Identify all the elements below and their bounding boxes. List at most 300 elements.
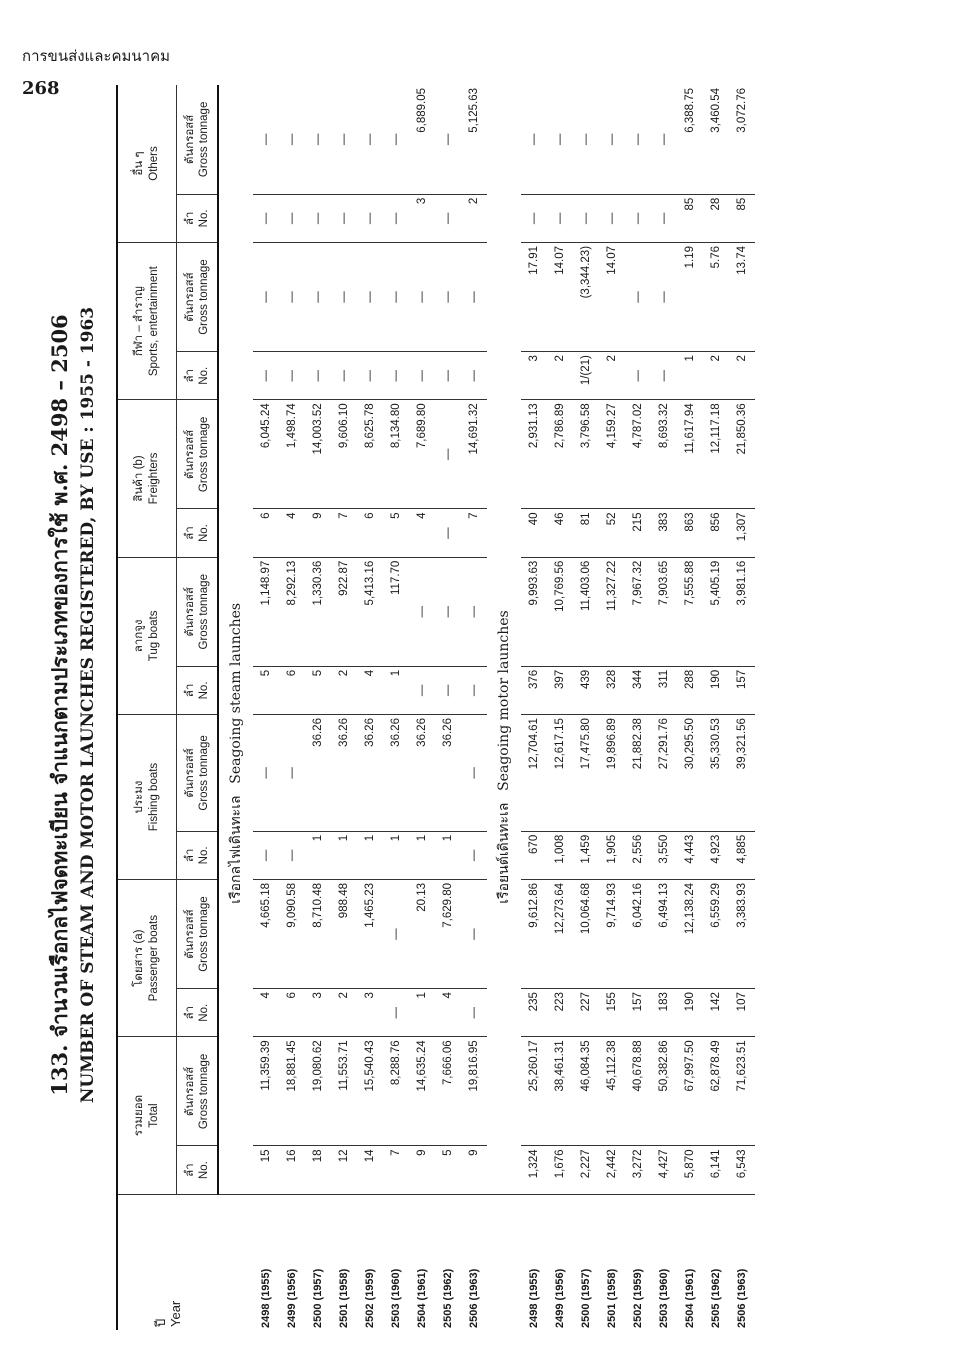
tonnage-cell: —	[461, 557, 487, 666]
tonnage-cell: 6,889.05	[409, 85, 435, 194]
subheader-gross-tonnage: ตันกรอสส์ Gross tonnage	[177, 1037, 219, 1146]
statistics-table	[116, 85, 755, 1330]
year-cell: 2499 (1956)	[554, 1268, 566, 1328]
group-header-freighters: สินค้า (b) Freighters	[117, 400, 177, 557]
count-cell: —	[409, 666, 435, 714]
subheader-no: ลำ No.	[177, 1146, 219, 1194]
group-header-total: รวมยอด Total	[117, 1037, 177, 1194]
tonnage-cell: 11,617.94	[677, 400, 703, 509]
count-cell: 227	[573, 989, 599, 1037]
count-cell: 157	[729, 666, 755, 714]
count-cell: 7	[331, 509, 357, 557]
count-cell: 3	[409, 194, 435, 242]
group-header-tug: ลากจูง Tug boats	[117, 557, 177, 714]
count-cell: 2	[547, 352, 573, 400]
tonnage-cell: 2,786.89	[547, 400, 573, 509]
tonnage-cell: —	[279, 242, 305, 351]
count-cell: —	[279, 194, 305, 242]
tonnage-cell: —	[305, 85, 331, 194]
table-row	[573, 85, 599, 1330]
count-cell: 5	[435, 1146, 461, 1194]
count-cell: —	[547, 194, 573, 242]
tonnage-cell: —	[651, 242, 677, 351]
count-cell: 3	[357, 989, 383, 1037]
count-cell: 14	[357, 1146, 383, 1194]
count-cell: —	[599, 194, 625, 242]
tonnage-cell: 11,327.22	[599, 557, 625, 666]
tonnage-cell: 117.70	[383, 557, 409, 666]
year-cell: 2503 (1960)	[390, 1268, 402, 1328]
tonnage-cell: 3,072.76	[729, 85, 755, 194]
year-header	[117, 1194, 218, 1330]
tonnage-cell: 17,475.80	[573, 715, 599, 832]
tonnage-cell: —	[279, 85, 305, 194]
tonnage-cell: —	[409, 557, 435, 666]
tonnage-cell: —	[461, 715, 487, 832]
tonnage-cell: 11,403.06	[573, 557, 599, 666]
tonnage-cell: 12,273.64	[547, 880, 573, 989]
count-cell: 46	[547, 509, 573, 557]
tonnage-cell: 9,606.10	[331, 400, 357, 509]
count-cell: 1	[331, 831, 357, 879]
tonnage-cell: 6,045.24	[253, 400, 279, 509]
count-cell: —	[305, 352, 331, 400]
count-cell: 4,427	[651, 1146, 677, 1194]
count-cell: 6,141	[703, 1146, 729, 1194]
count-cell: —	[435, 194, 461, 242]
tonnage-cell: 12,617.15	[547, 715, 573, 832]
count-cell: —	[383, 352, 409, 400]
count-cell: —	[383, 989, 409, 1037]
rotated-table-page	[40, 85, 940, 1330]
table-row	[331, 85, 357, 1330]
count-cell: —	[461, 989, 487, 1037]
count-cell: 383	[651, 509, 677, 557]
tonnage-cell: —	[253, 242, 279, 351]
tonnage-cell: —	[253, 85, 279, 194]
tonnage-cell: 3,796.58	[573, 400, 599, 509]
tonnage-cell: 9,090.58	[279, 880, 305, 989]
tonnage-cell: 14.07	[599, 242, 625, 351]
count-cell: —	[435, 666, 461, 714]
count-cell: 2	[599, 352, 625, 400]
tonnage-cell: 14,635.24	[409, 1037, 435, 1146]
count-cell: 2	[331, 666, 357, 714]
count-cell: 6	[279, 989, 305, 1037]
year-cell: 2499 (1956)	[286, 1268, 298, 1328]
year-cell: 2506 (1963)	[468, 1268, 480, 1328]
subheader-gross-tonnage: ตันกรอสส์ Gross tonnage	[177, 85, 219, 194]
tonnage-cell: 4,159.27	[599, 400, 625, 509]
tonnage-cell: 30,295.50	[677, 715, 703, 832]
tonnage-cell: 8,710.48	[305, 880, 331, 989]
count-cell: 1	[357, 831, 383, 879]
count-cell: 1	[677, 352, 703, 400]
year-cell: 2500 (1957)	[312, 1268, 324, 1328]
table-row	[729, 85, 755, 1330]
table-row	[547, 85, 573, 1330]
count-cell: 5	[305, 666, 331, 714]
tonnage-cell: 5,405.19	[703, 557, 729, 666]
count-cell: 1,905	[599, 831, 625, 879]
table-row	[357, 85, 383, 1330]
table-title-thai: 133. จำนวนเรือกลไฟจดทะเบียน จำแนกตามประเภทของการใช้ พ.ศ. 2498 – 2506	[47, 314, 72, 1096]
tonnage-cell: 14,003.52	[305, 400, 331, 509]
tonnage-cell: —	[279, 715, 305, 832]
tonnage-cell: 50,382.86	[651, 1037, 677, 1146]
tonnage-cell: 6,494.13	[651, 880, 677, 989]
count-cell: 85	[677, 194, 703, 242]
sub-header-row	[177, 85, 219, 1330]
section-label	[493, 610, 515, 903]
tonnage-cell: 7,555.88	[677, 557, 703, 666]
tonnage-cell: —	[625, 242, 651, 351]
count-cell: 5,870	[677, 1146, 703, 1194]
tonnage-cell: 27,291.76	[651, 715, 677, 832]
year-cell: 2505 (1962)	[442, 1268, 454, 1328]
count-cell: 1	[383, 666, 409, 714]
tonnage-cell: —	[625, 85, 651, 194]
count-cell: 142	[703, 989, 729, 1037]
count-cell: —	[651, 194, 677, 242]
subheader-gross-tonnage: ตันกรอสส์ Gross tonnage	[177, 880, 219, 989]
count-cell: 2,227	[573, 1146, 599, 1194]
tonnage-cell: 20.13	[409, 880, 435, 989]
count-cell: —	[435, 352, 461, 400]
tonnage-cell: —	[253, 715, 279, 832]
count-cell: 4	[435, 989, 461, 1037]
tonnage-cell: 4,787.02	[625, 400, 651, 509]
year-cell: 2498 (1955)	[528, 1268, 540, 1328]
tonnage-cell: 922.87	[331, 557, 357, 666]
tonnage-cell: 9,714.93	[599, 880, 625, 989]
count-cell: —	[305, 194, 331, 242]
count-cell: 6	[253, 509, 279, 557]
group-header-sports: กีฬา – สำราญ Sports, entertainment	[117, 242, 177, 399]
count-cell: 397	[547, 666, 573, 714]
count-cell: 5	[383, 509, 409, 557]
count-cell: —	[357, 194, 383, 242]
tonnage-cell: 12,138.24	[677, 880, 703, 989]
group-header-row	[117, 85, 177, 1330]
tonnage-cell: —	[461, 880, 487, 989]
section-label-thai: เรือกลไฟเดินทะเล	[228, 795, 244, 904]
tonnage-cell: 5.76	[703, 242, 729, 351]
subheader-no: ลำ No.	[177, 989, 219, 1037]
table-row	[435, 85, 461, 1330]
count-cell: 9	[305, 509, 331, 557]
tonnage-cell: 6,042.16	[625, 880, 651, 989]
count-cell: —	[461, 666, 487, 714]
group-header-fishing: ประมง Fishing boats	[117, 715, 177, 880]
count-cell: 1	[435, 831, 461, 879]
count-cell: —	[253, 831, 279, 879]
tonnage-cell: 19,896.89	[599, 715, 625, 832]
table-row	[677, 85, 703, 1330]
subheader-no: ลำ No.	[177, 831, 219, 879]
count-cell: 1,008	[547, 831, 573, 879]
count-cell: 3,550	[651, 831, 677, 879]
count-cell: 5	[253, 666, 279, 714]
count-cell: 9	[409, 1146, 435, 1194]
tonnage-cell: 71,623.51	[729, 1037, 755, 1146]
year-cell: 2502 (1959)	[364, 1268, 376, 1328]
count-cell: —	[409, 352, 435, 400]
tonnage-cell: 1,330.36	[305, 557, 331, 666]
count-cell: 328	[599, 666, 625, 714]
count-cell: 4,443	[677, 831, 703, 879]
table-row	[305, 85, 331, 1330]
tonnage-cell: —	[383, 85, 409, 194]
year-cell: 2503 (1960)	[658, 1268, 670, 1328]
count-cell: 81	[573, 509, 599, 557]
tonnage-cell: —	[599, 85, 625, 194]
subheader-no: ลำ No.	[177, 666, 219, 714]
year-cell: 2501 (1958)	[338, 1268, 350, 1328]
tonnage-cell: —	[331, 242, 357, 351]
count-cell: —	[383, 194, 409, 242]
count-cell: —	[357, 352, 383, 400]
count-cell: 223	[547, 989, 573, 1037]
year-cell: 2506 (1963)	[736, 1268, 748, 1328]
year-cell: 2504 (1961)	[684, 1268, 696, 1328]
tonnage-cell: 10,064.68	[573, 880, 599, 989]
count-cell: —	[573, 194, 599, 242]
subheader-gross-tonnage: ตันกรอสส์ Gross tonnage	[177, 242, 219, 351]
tonnage-cell: 67,997.50	[677, 1037, 703, 1146]
tonnage-cell: —	[409, 242, 435, 351]
table-row	[625, 85, 651, 1330]
subheader-gross-tonnage: ตันกรอสส์ Gross tonnage	[177, 557, 219, 666]
tonnage-cell: —	[305, 242, 331, 351]
count-cell: 1	[383, 831, 409, 879]
count-cell: 670	[521, 831, 547, 879]
tonnage-cell: 14,691.32	[461, 400, 487, 509]
tonnage-cell: 36.26	[409, 715, 435, 832]
tonnage-cell: 15,540.43	[357, 1037, 383, 1146]
tonnage-cell: 3,383.93	[729, 880, 755, 989]
count-cell: 4,923	[703, 831, 729, 879]
year-cell: 2504 (1961)	[416, 1268, 428, 1328]
tonnage-cell: 7,689.80	[409, 400, 435, 509]
tonnage-cell: 5,125.63	[461, 85, 487, 194]
year-cell: 2500 (1957)	[580, 1268, 592, 1328]
tonnage-cell: 1,148.97	[253, 557, 279, 666]
count-cell: 235	[521, 989, 547, 1037]
tonnage-cell: 21,882.38	[625, 715, 651, 832]
count-cell: 1,676	[547, 1146, 573, 1194]
count-cell: 2,442	[599, 1146, 625, 1194]
year-header-english: Year	[168, 1300, 183, 1327]
tonnage-cell: 36.26	[435, 715, 461, 832]
tonnage-cell: 35,330.53	[703, 715, 729, 832]
tonnage-cell: 11,553.71	[331, 1037, 357, 1146]
table-row	[521, 85, 547, 1330]
count-cell: 215	[625, 509, 651, 557]
count-cell: 311	[651, 666, 677, 714]
tonnage-cell: 1,498.74	[279, 400, 305, 509]
section-label-english: Seagoing steam launches	[228, 602, 244, 784]
count-cell: —	[435, 509, 461, 557]
tonnage-cell: 36.26	[383, 715, 409, 832]
count-cell: 190	[677, 989, 703, 1037]
count-cell: —	[461, 352, 487, 400]
count-cell: 3	[521, 352, 547, 400]
tonnage-cell: 7,666.06	[435, 1037, 461, 1146]
tonnage-cell: 8,288.76	[383, 1037, 409, 1146]
tonnage-cell: 11,359.39	[253, 1037, 279, 1146]
tonnage-cell: 12,704.61	[521, 715, 547, 832]
tonnage-cell: —	[461, 242, 487, 351]
count-cell: —	[331, 352, 357, 400]
tonnage-cell: 8,134.80	[383, 400, 409, 509]
count-cell: 12	[331, 1146, 357, 1194]
tonnage-cell: 25,260.17	[521, 1037, 547, 1146]
tonnage-cell: —	[435, 242, 461, 351]
count-cell: 18	[305, 1146, 331, 1194]
section-row	[218, 85, 253, 1330]
count-cell: 16	[279, 1146, 305, 1194]
section-label	[225, 603, 247, 904]
table-row	[703, 85, 729, 1330]
year-header-thai: ปี	[153, 1318, 168, 1327]
tonnage-cell: —	[547, 85, 573, 194]
tonnage-cell: 21,850.36	[729, 400, 755, 509]
tonnage-cell: —	[651, 85, 677, 194]
tonnage-cell: (3,344.23)	[573, 242, 599, 351]
count-cell: 1,324	[521, 1146, 547, 1194]
table-row	[599, 85, 625, 1330]
tonnage-cell: 7,903.65	[651, 557, 677, 666]
count-cell: 4	[253, 989, 279, 1037]
tonnage-cell: 7,629.80	[435, 880, 461, 989]
tonnage-cell: —	[383, 242, 409, 351]
count-cell: 2	[461, 194, 487, 242]
tonnage-cell: 5,413.16	[357, 557, 383, 666]
tonnage-cell: 39,321.56	[729, 715, 755, 832]
tonnage-cell: 7,967.32	[625, 557, 651, 666]
tonnage-cell: 9,993.63	[521, 557, 547, 666]
tonnage-cell: 1.19	[677, 242, 703, 351]
count-cell: —	[651, 352, 677, 400]
table-row	[279, 85, 305, 1330]
year-cell: 2501 (1958)	[606, 1268, 618, 1328]
table-row	[409, 85, 435, 1330]
tonnage-cell: 9,612.86	[521, 880, 547, 989]
tonnage-cell: 19,080.62	[305, 1037, 331, 1146]
count-cell: 856	[703, 509, 729, 557]
tonnage-cell: 8,693.32	[651, 400, 677, 509]
subheader-gross-tonnage: ตันกรอสส์ Gross tonnage	[177, 715, 219, 832]
table-body	[218, 85, 755, 1330]
tonnage-cell: 14.07	[547, 242, 573, 351]
tonnage-cell: 40,678.88	[625, 1037, 651, 1146]
tonnage-cell: 36.26	[305, 715, 331, 832]
tonnage-cell: 3,460.54	[703, 85, 729, 194]
count-cell: 190	[703, 666, 729, 714]
count-cell: 6	[357, 509, 383, 557]
count-cell: —	[279, 352, 305, 400]
count-cell: 376	[521, 666, 547, 714]
tonnage-cell: 36.26	[357, 715, 383, 832]
count-cell: —	[521, 194, 547, 242]
count-cell: 52	[599, 509, 625, 557]
group-header-passenger: โดยสาร (a) Passenger boats	[117, 880, 177, 1037]
count-cell: 3	[305, 989, 331, 1037]
count-cell: 40	[521, 509, 547, 557]
count-cell: 863	[677, 509, 703, 557]
count-cell: 85	[729, 194, 755, 242]
count-cell: 2,556	[625, 831, 651, 879]
year-cell: 2498 (1955)	[260, 1268, 272, 1328]
count-cell: 2	[331, 989, 357, 1037]
count-cell: 4	[409, 509, 435, 557]
tonnage-cell: —	[357, 85, 383, 194]
table-row	[651, 85, 677, 1330]
table-row	[461, 85, 487, 1330]
year-cell: 2502 (1959)	[632, 1268, 644, 1328]
tonnage-cell: 988.48	[331, 880, 357, 989]
count-cell: 1,307	[729, 509, 755, 557]
count-cell: 4,885	[729, 831, 755, 879]
count-cell: 4	[357, 666, 383, 714]
count-cell: 7	[461, 509, 487, 557]
count-cell: 2	[729, 352, 755, 400]
table-row	[253, 85, 279, 1330]
count-cell: 6	[279, 666, 305, 714]
count-cell: 1	[409, 831, 435, 879]
tonnage-cell: —	[435, 400, 461, 509]
count-cell: 3,272	[625, 1146, 651, 1194]
count-cell: 344	[625, 666, 651, 714]
tonnage-cell: 17.91	[521, 242, 547, 351]
count-cell: 183	[651, 989, 677, 1037]
table-title-english: NUMBER OF STEAM AND MOTOR LAUNCHES REGISTERED, BY USE : 1955 - 1963	[78, 306, 98, 1104]
tonnage-cell: —	[357, 242, 383, 351]
tonnage-cell: 18,881.45	[279, 1037, 305, 1146]
count-cell: 7	[383, 1146, 409, 1194]
subheader-no: ลำ No.	[177, 352, 219, 400]
count-cell: —	[625, 352, 651, 400]
tonnage-cell: 19,816.95	[461, 1037, 487, 1146]
tonnage-cell: 6,388.75	[677, 85, 703, 194]
count-cell: 15	[253, 1146, 279, 1194]
count-cell: —	[253, 352, 279, 400]
tonnage-cell: 1,465.23	[357, 880, 383, 989]
table-row	[383, 85, 409, 1330]
tonnage-cell: 2,931.13	[521, 400, 547, 509]
count-cell: —	[279, 831, 305, 879]
tonnage-cell: 8,292.13	[279, 557, 305, 666]
tonnage-cell: 3,981.16	[729, 557, 755, 666]
count-cell: —	[331, 194, 357, 242]
count-cell: 1/(21)	[573, 352, 599, 400]
tonnage-cell: 10,769.56	[547, 557, 573, 666]
tonnage-cell: —	[435, 557, 461, 666]
page-number: 268	[22, 78, 60, 99]
count-cell: 4	[279, 509, 305, 557]
tonnage-cell: 38,461.31	[547, 1037, 573, 1146]
group-header-others: อื่น ๆ Others	[117, 85, 177, 242]
tonnage-cell: 6,559.29	[703, 880, 729, 989]
count-cell: —	[625, 194, 651, 242]
count-cell: 439	[573, 666, 599, 714]
tonnage-cell: 46,084.35	[573, 1037, 599, 1146]
tonnage-cell: —	[435, 85, 461, 194]
section-label-thai: เรือยนต์เดินทะเล	[496, 802, 512, 904]
tonnage-cell: —	[383, 880, 409, 989]
running-head: การขนส่งและคมนาคม	[22, 47, 170, 65]
